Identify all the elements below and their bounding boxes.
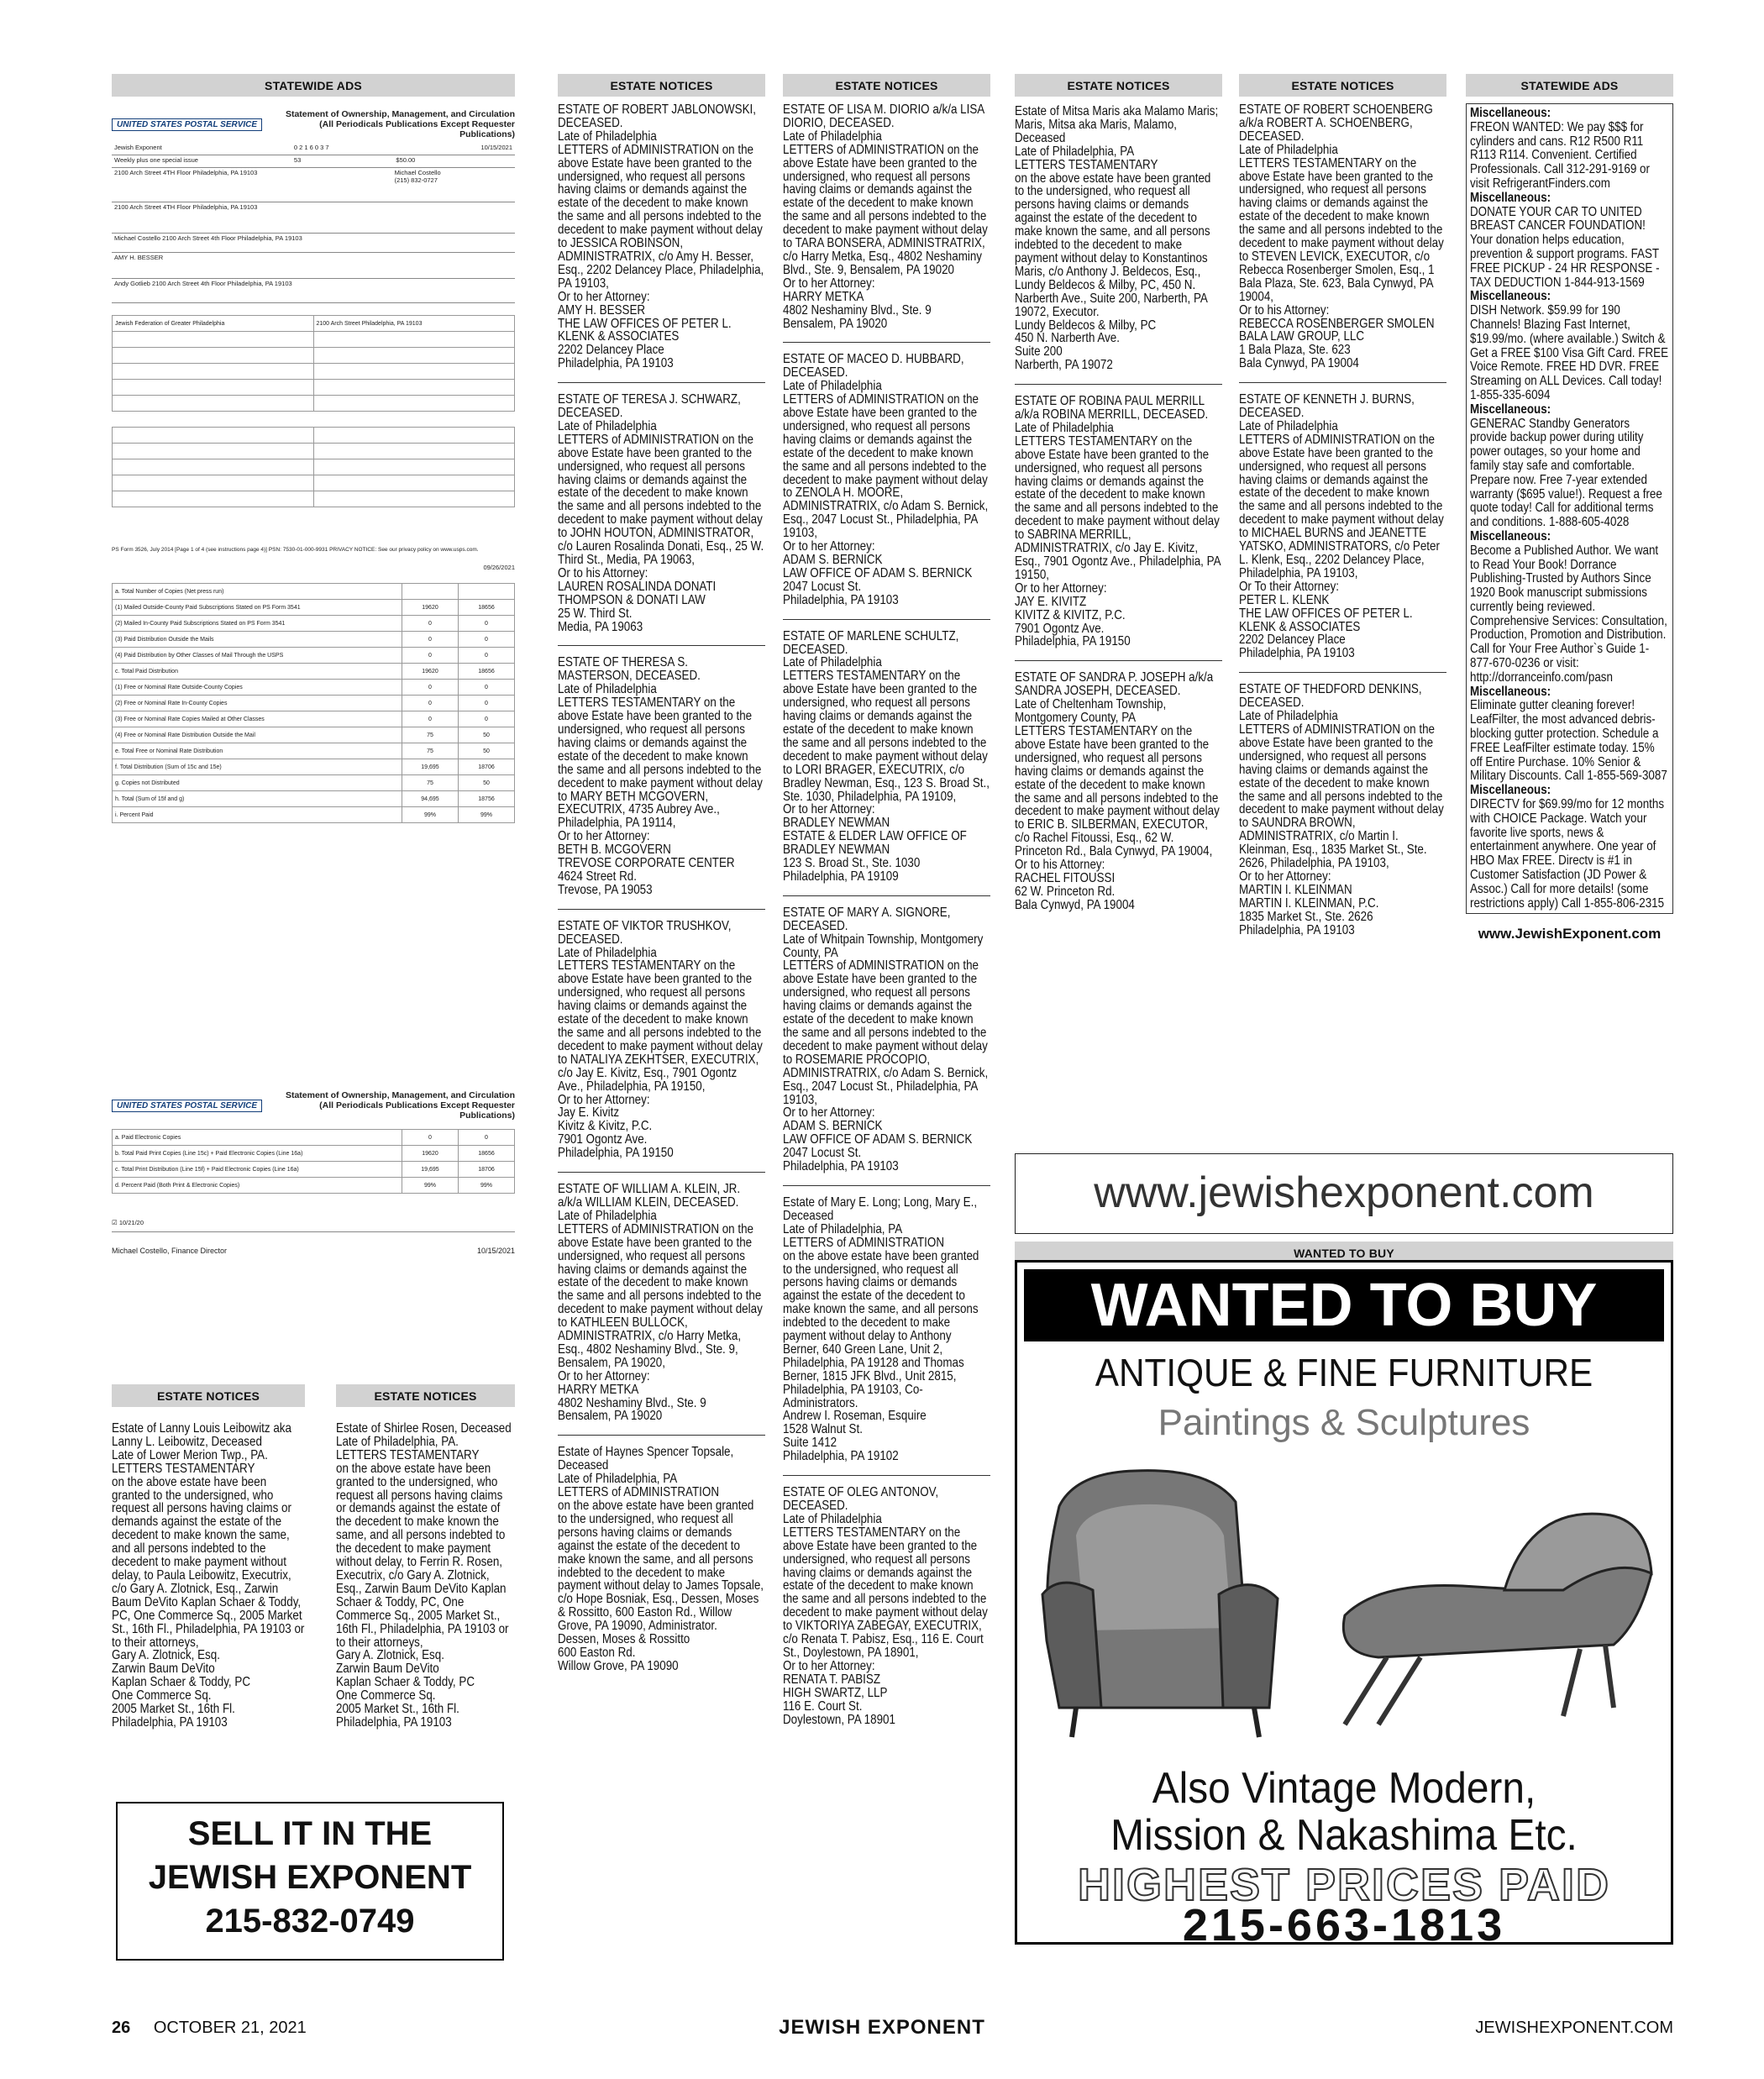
circulation-row [113,759,515,775]
row-label: (1) Free or Nominal Rate Outside-County Copies [113,680,402,696]
estate-notice: ESTATE OF ROBERT SCHOENBERG a/k/a ROBERT A. SCHOENBERG, DECEASED. Late of Philadelphia LETTERS TESTAMENTARY on the above Estate have been granted to the undersigned, who request all persons having claims or demands against the estate of the decedent to make known the same and all persons indebted to the decedent to make payment without delay to STEVEN LEVICK, EXECUTOR, c/o Rebecca Rosenberger Smolen, Esq., 1 Bala Plaza, Ste. 623, Bala Cynwyd, PA 19004, Or to his Attorney: REBECCA ROSENBERGER SMOLEN BALA LAW GROUP, LLC 1 Bala Plaza, Ste. 623 Bala Cynwyd, PA 19004 [1239,102,1444,371]
footer-site[interactable]: JEWISHEXPONENT.COM [1475,2019,1673,2037]
issue-date-footer: OCTOBER 21, 2021 [153,2019,307,2037]
sell-it-ad [116,1802,504,1961]
notice-divider [1239,672,1446,673]
usps-header [112,1090,515,1121]
price: $50.00 [396,156,416,164]
armchair-left-icon [1042,1471,1278,1737]
signature-row [112,1247,515,1255]
row-label: (4) Paid Distribution by Other Classes of Mail Through the USPS [113,648,402,664]
single-issue-copies: 0 [459,616,515,632]
row-label: d. Percent Paid (Both Print & Electronic Copies) [113,1178,402,1194]
estate-notice: ESTATE OF LISA M. DIORIO a/k/a LISA DIORIO, DECEASED. Late of Philadelphia LETTERS of ADMINISTRATION on the above Estate have been granted to the undersigned, who request all persons having claims or demands against the estate of the decedent to make known the same and all persons indebted to the decedent to make payment without delay to TARA BONSERA, ADMINISTRATRIX, c/o Harry Metka, Esq., 4802 Neshaminy Blvd., Ste. 9, Bensalem, PA 19020 Or to her Attorney: HARRY METKA 4802 Neshaminy Blvd., Ste. 9 Bensalem, PA 19020 [783,102,988,331]
circulation-row [113,648,515,664]
circulation-row [113,696,515,711]
notice-divider [1015,660,1222,661]
sign-date: 10/15/2021 [476,1247,515,1255]
statewide-misc-col [1466,74,1673,942]
notice-divider [783,895,990,896]
notice-divider [783,342,990,343]
avg-copies: 0 [402,632,459,648]
avg-copies [402,584,459,600]
avg-copies: 0 [402,1130,459,1146]
avg-copies: 19,695 [402,759,459,775]
circulation-row [113,807,515,823]
misc-heading: Miscellaneous: [1470,289,1551,304]
ad-phone: 215-663-1813 [1182,1900,1506,1950]
avg-copies: 94,695 [402,791,459,807]
misc-ad-text: GENERAC Standby Generators provide backup power during utility power outages, so your home and family stay safe and comfortable. Prepare now. Free 7-year extended warranty ($695 value!). Request a free quote today! Call for additional terms and conditions. 1-888-605-4028 [1470,416,1662,530]
sell-line2: JEWISH EXPONENT [148,1859,472,1896]
owners-table [112,315,515,412]
avg-copies: 0 [402,680,459,696]
row-label: f. Total Distribution (Sum of 15c and 15e) [113,759,402,775]
misc-heading: Miscellaneous: [1470,106,1551,120]
issues-count: 53 [293,156,302,164]
form-row [112,202,515,234]
estate-notice: Estate of Haynes Spencer Topsale, Deceased Late of Philadelphia, PA LETTERS of ADMINISTRATION on the above estate have been granted to the undersigned, who request all persons having claims or demands against the estate of the decedent to make known the same, and all persons indebted to the decedent to make payment without delay to James Topsale, c/o Hope Bosniak, Esq., Dessen, Moses & Rossitto, 600 Easton Rd., Willow Grove, PA 19090, Administrator. Dessen, Moses & Rossitto 600 Easton Rd. Willow Grove, PA 19090 [558,1445,764,1673]
single-issue-copies: 18706 [459,1162,515,1178]
single-issue-copies: 99% [459,1178,515,1194]
editor-info: AMY H. BESSER [114,254,164,261]
single-issue-copies: 50 [459,743,515,759]
section-header: STATEWIDE ADS [1466,74,1673,97]
ad-line6: HIGHEST PRICES PAID [1077,1860,1611,1910]
misc-ad-text: FREON WANTED: We pay $$$ for cylinders and cans. R12 R500 R11 R113 R114. Convenient. Certified Professionals. Call 312-291-9169 or visit RefrigerantFinders.com [1470,119,1650,191]
estate-notice: ESTATE OF THERESA S. MASTERSON, DECEASED. Late of Philadelphia LETTERS TESTAMENTARY on the above Estate have been granted to the undersigned, who request all persons having claims or demands against the estate of the decedent to make known the same and all persons indebted to the decedent to make payment without delay to MARY BETH MCGOVERN, EXECUTRIX, 4735 Aubrey Ave., Philadelphia, PA 19114, Or to her Attorney: BETH B. MCGOVERN TREVOSE CORPORATE CENTER 4624 Street Rd. Trevose, PA 19053 [558,655,763,897]
single-issue-copies: 18706 [459,759,515,775]
estate-notice: ESTATE OF OLEG ANTONOV, DECEASED. Late of Philadelphia LETTERS TESTAMENTARY on the above Estate have been granted to the undersigned, who request all persons having claims or demands against the estate of the decedent to make known the same and all persons indebted to the decedent to make payment without delay to VIKTORIYA ZABEGAY, EXECUTRIX, c/o Renata T. Pabisz, Esq., 116 E. Court St., Doylestown, PA 18901, Or to her Attorney: RENATA T. PABISZ HIGH SWARTZ, LLP 116 E. Court St. Doylestown, PA 18901 [783,1485,988,1727]
contact-block [392,168,515,202]
sell-line1: SELL IT IN THE [187,1815,433,1852]
single-issue-copies: 0 [459,1130,515,1146]
avg-copies: 99% [402,1178,459,1194]
form-row [112,253,515,279]
misc-ad-text: DIRECTV for $69.99/mo for 12 months with CHOICE Package. Watch your favorite live sports, news & entertainment anywhere. One year of HBO Max FREE. Directv is #1 in Customer Satisfaction (JD Power & Assoc.) Call for more details! (some restrictions apply) Call 1-855-806-2315 [1470,797,1665,911]
single-issue-copies [459,584,515,600]
avg-copies: 0 [402,711,459,727]
row-label: h. Total (Sum of 15f and g) [113,791,402,807]
single-issue-copies: 18656 [459,600,515,616]
single-issue-copies: 0 [459,632,515,648]
mailing-address: 2100 Arch Street 4TH Floor Philadelphia, PA 19103 [114,169,258,176]
usps-title: Statement of Ownership, Management, and Circulation (All Periodicals Publications Except Requester Publications) [285,109,515,139]
estate-notice: ESTATE OF ROBINA PAUL MERRILL a/k/a ROBINA MERRILL, DECEASED. Late of Philadelphia LETTERS TESTAMENTARY on the above Estate have been granted to the undersigned, who request all persons having claims or demands against the estate of the decedent to make known the same and all persons indebted to the decedent to make payment without delay to SABRINA MERRILL, ADMINISTRATRIX, c/o Jay E. Kivitz, Esq., 7901 Ogontz Ave., Philadelphia, PA 19150, Or to her Attorney: JAY E. KIVITZ KIVITZ & KIVITZ, P.C. 7901 Ogontz Ave. Philadelphia, PA 19150 [1015,394,1221,649]
contact-person: Michael Costello [394,169,441,176]
ad-line3: Paintings & Sculptures [1158,1402,1530,1443]
section-header: ESTATE NOTICES [558,74,765,97]
frequency: Weekly plus one special issue [114,156,198,164]
misc-heading: Miscellaneous: [1470,783,1551,798]
form-row [112,143,515,155]
row-label: g. Copies not Distributed [113,775,402,791]
usps-statement-form [112,109,515,823]
misc-heading: Miscellaneous: [1470,402,1551,417]
row-label: (3) Free or Nominal Rate Copies Mailed at Other Classes [113,711,402,727]
row-label: e. Total Free or Nominal Rate Distribution [113,743,402,759]
single-issue-copies: 18656 [459,1146,515,1162]
estate-notices-col5 [1015,74,1222,912]
estate-notice: ESTATE OF TERESA J. SCHWARZ, DECEASED. Late of Philadelphia LETTERS of ADMINISTRATION on the above Estate have been granted to the undersigned, who request all persons having claims or demands against the estate of the decedent to make known the same and all persons indebted to the decedent to make payment without delay to JOHN HOUTON, ADMINISTRATOR, c/o Lauren Rosalinda Donati, Esq., 25 W. Third St., Media, PA 19063, Or to his Attorney: LAUREN ROSALINDA DONATI THOMPSON & DONATI LAW 25 W. Third St. Media, PA 19063 [558,392,764,634]
avg-copies: 19620 [402,664,459,680]
section-header: ESTATE NOTICES [112,1384,305,1407]
signer-name: Michael Costello, Finance Director [112,1247,228,1255]
section-header: ESTATE NOTICES [336,1384,515,1407]
misc-ad-text: Eliminate gutter cleaning forever! LeafFilter, the most advanced debris-blocking gutter protection. Schedule a FREE LeafFilter estimate today. 15% off Entire Purchase. 10% Senior & Military Discounts. Call 1-855-569-3087 [1470,698,1667,784]
row-label: (2) Mailed In-County Paid Subscriptions Stated on PS Form 3541 [113,616,402,632]
single-issue-copies: 18756 [459,791,515,807]
circulation-table [112,583,515,823]
misc-ad-text: DISH Network. $59.99 for 190 Channels! Blazing Fast Internet, $19.99/mo. (where available.) Switch & Get a FREE $100 Visa Gift Card. FREE Voice Remote. FREE HD DVR. FREE Streaming on ALL Devices. Call today! 1-855-335-6094 [1470,303,1669,402]
estate-notice: ESTATE OF WILLIAM A. KLEIN, JR. a/k/a WILLIAM KLEIN, DECEASED. Late of Philadelphia LETTERS of ADMINISTRATION on the above Estate have been granted to the undersigned, who request all persons having claims or demands against the estate of the decedent to make known the same and all persons indebted to the decedent to make payment without delay to KATHLEEN BULLOCK, ADMINISTRATRIX, c/o Harry Metka, Esq., 4802 Neshaminy Blvd., Ste. 9, Bensalem, PA 19020, Or to her Attorney: HARRY METKA 4802 Neshaminy Blvd., Ste. 9 Bensalem, PA 19020 [558,1182,763,1424]
estate-notice: ESTATE OF SANDRA P. JOSEPH a/k/a SANDRA JOSEPH, DECEASED. Late of Cheltenham Township, Montgomery County, PA LETTERS TESTAMENTARY on the above Estate have been granted to the undersigned, who request all persons having claims or demands against the estate of the decedent to make known the same and all persons indebted to the decedent to make payment without delay to ERIC B. SILBERMAN, EXECUTOR, c/o Rachel Fitoussi, Esq., 62 W. Princeton Rd., Bala Cynwyd, PA 19004, Or to his Attorney: RACHEL FITOUSSI 62 W. Princeton Rd. Bala Cynwyd, PA 19004 [1015,670,1220,912]
issue-date: 09/26/2021 [483,564,515,571]
row-label: c. Total Paid Distribution [113,664,402,680]
usps-logo: UNITED STATES POSTAL SERVICE [112,1100,262,1112]
notice-divider [783,619,990,620]
ad-line2: ANTIQUE & FINE FURNITURE [1095,1351,1593,1394]
row-label: (4) Free or Nominal Rate Distribution Outside the Mail [113,727,402,743]
notice-divider [558,909,765,910]
single-issue-copies: 0 [459,711,515,727]
circulation-row [113,1178,515,1194]
notice-divider [1015,384,1222,385]
section-header: ESTATE NOTICES [783,74,990,97]
avg-copies: 19,695 [402,1162,459,1178]
row-label: b. Total Paid Print Copies (Line 15c) + Paid Electronic Copies (Line 16a) [113,1146,402,1162]
website-banner[interactable]: www.jewishexponent.com [1015,1153,1673,1234]
row-label: (1) Mailed Outside-County Paid Subscriptions Stated on PS Form 3541 [113,600,402,616]
misc-heading: Miscellaneous: [1470,528,1551,543]
electronic-copies-table [112,1129,515,1194]
single-issue-copies: 50 [459,727,515,743]
website-link-small[interactable]: www.JewishExponent.com [1478,926,1662,942]
circulation-row [113,1146,515,1162]
pub-title: Jewish Exponent [114,144,162,151]
circulation-row [113,1130,515,1146]
circulation-row [113,584,515,600]
bondholders-table [112,427,515,507]
single-issue-copies: 50 [459,775,515,791]
estate-notice: ESTATE OF MACEO D. HUBBARD, DECEASED. Late of Philadelphia LETTERS of ADMINISTRATION on the above Estate have been granted to the undersigned, who request all persons having claims or demands against the estate of the decedent to make known the same and all persons indebted to the decedent to make payment without delay to ZENOLA H. MOORE, ADMINISTRATRIX, c/o Adam S. Bernick, Esq., 2047 Locust St., Philadelphia, PA 19103, Or to her Attorney: ADAM S. BERNICK LAW OFFICE OF ADAM S. BERNICK 2047 Locust St. Philadelphia, PA 19103 [783,352,989,607]
circulation-row [113,616,515,632]
wanted-to-buy-ad [1015,1260,1673,1950]
notice-divider [783,1475,990,1476]
estate-notice: ESTATE OF KENNETH J. BURNS, DECEASED. Late of Philadelphia LETTERS of ADMINISTRATION on the above Estate have been granted to the undersigned, who request all persons having claims or demands against the estate of the decedent to make known the same and all persons indebted to the decedent to make payment without delay to MICHAEL BURNS and JEANETTE YATSKO, ADMINISTRATORS, c/o Peter L. Klenk, Esq., 2202 Delancey Place, Philadelphia, PA 19103, Or To their Attorney: PETER L. KLENK THE LAW OFFICES OF PETER L. KLENK & ASSOCIATES 2202 Delancey Place Philadelphia, PA 19103 [1239,392,1444,661]
misc-ad-text: Become a Published Author. We want to Read Your Book! Dorrance Publishing-Trusted by Authors Since 1920 Book manuscript submissions currently being reviewed. Comprehensive Services: Consultation, Production, Promotion and Distribution. Call for Your Free Author`s Guide 1-877-670-0236 or visit: http://dorranceinfo.com/pasn [1470,543,1667,685]
form-row [112,234,515,253]
section-header: WANTED TO BUY [1015,1242,1673,1264]
estate-notice: Estate of Lanny Louis Leibowitz aka Lanny L. Leibowitz, Deceased Late of Lower Merion Twp., PA. LETTERS TESTAMENTARY on the above estate have been granted to the undersigned, who request all persons having claims or demands against the estate of the decedent to make known the same, and all persons indebted to the decedent to make payment without delay, to Paula Leibowitz, Executrix, c/o Gary A. Zlotnick, Esq., Zarwin Baum DeVito Kaplan Schaer & Toddy, PC, One Commerce Sq., 2005 Market St., 16th Fl., Philadelphia, PA 19103 or to their attorneys, Gary A. Zlotnick, Esq. Zarwin Baum DeVito Kaplan Schaer & Toddy, PC One Commerce Sq. 2005 Market St., 16th Fl. Philadelphia, PA 19103 [112,1421,305,1730]
owner-name: Jewish Federation of Greater Philadelphia [113,316,314,332]
usps-title: Statement of Ownership, Management, and Circulation (All Periodicals Publications Except Requester Publications) [285,1090,515,1121]
circulation-row [113,600,515,616]
section-header: ESTATE NOTICES [1015,74,1222,97]
notice-divider [783,1185,990,1186]
section-header: STATEWIDE ADS [112,74,515,97]
misc-box [1466,103,1673,914]
form-row [112,168,515,202]
estate-notice: ESTATE OF MARY A. SIGNORE, DECEASED. Late of Whitpain Township, Montgomery County, PA LETTERS of ADMINISTRATION on the above Estate have been granted to the undersigned, who request all persons having claims or demands against the estate of the decedent to make known the same and all persons indebted to the decedent to make payment without delay to ROSEMARIE PROCOPIO, ADMINISTRATRIX, c/o Adam S. Bernick, Esq., 2047 Locust St., Philadelphia, PA 19103, Or to her Attorney: ADAM S. BERNICK LAW OFFICE OF ADAM S. BERNICK 2047 Locust St. Philadelphia, PA 19103 [783,905,989,1174]
avg-copies: 0 [402,616,459,632]
misc-heading: Miscellaneous: [1470,684,1551,699]
usps-statement-form-page2 [112,1090,515,1255]
ps-form-note: PS Form 3526, July 2014 [Page 1 of 4 (see instructions page 4)] PSN: 7530-01-000-9931 PRIVACY NOTICE: See our privacy policy on www.usps.com. [112,547,479,553]
notice-divider [1239,382,1446,383]
usps-logo: UNITED STATES POSTAL SERVICE [112,118,262,131]
single-issue-copies: 18656 [459,664,515,680]
chairs-illustration [1026,1456,1664,1758]
estate-notices-col1 [112,1384,305,1730]
estate-notices-col2 [336,1384,515,1730]
paper-name: JEWISH EXPONENT [779,2016,985,2039]
sell-phone: 215-832-0749 [205,1903,415,1940]
estate-notice: ESTATE OF ROBERT JABLONOWSKI, DECEASED. Late of Philadelphia LETTERS of ADMINISTRATION on the above Estate have been granted to the undersigned, who request all persons having claims or demands against the estate of the decedent to make known the same and all persons indebted to the decedent to make payment without delay to JESSICA ROBINSON, ADMINISTRATRIX, c/o Amy H. Besser, Esq., 2202 Delancey Place, Philadelphia, PA 19103, Or to her Attorney: AMY H. BESSER THE LAW OFFICES OF PETER L. KLENK & ASSOCIATES 2202 Delancey Place Philadelphia, PA 19103 [558,102,764,371]
notice-divider [558,645,765,646]
section-header: ESTATE NOTICES [1239,74,1446,97]
notice-divider [558,1172,765,1173]
form-row [112,155,515,168]
circulation-row [113,664,515,680]
estate-notice: Estate of Shirlee Rosen, Deceased Late of Philadelphia, PA. LETTERS TESTAMENTARY on the above estate have been granted to the undersigned, who request all persons having claims or demands against the estate of the decedent to make known the same, and all persons indebted to the decedent to make payment without delay, to Ferrin R. Rosen, Executrix, c/o Gary A. Zlotnick, Esq., Zarwin Baum DeVito Kaplan Schaer & Toddy, PC, One Commerce Sq., 2005 Market St., 16th Fl., Philadelphia, PA 19103 or to their attorneys, Gary A. Zlotnick, Esq. Zarwin Baum DeVito Kaplan Schaer & Toddy, PC One Commerce Sq. 2005 Market St., 16th Fl. Philadelphia, PA 19103 [336,1421,512,1730]
row-label: c. Total Print Distribution (Line 15f) + Paid Electronic Copies (Line 16a) [113,1162,402,1178]
circulation-row [113,1162,515,1178]
estate-notice: ESTATE OF MARLENE SCHULTZ, DECEASED. Late of Philadelphia LETTERS TESTAMENTARY on the above Estate have been granted to the undersigned, who request all persons having claims or demands against the estate of the decedent to make known the same and all persons indebted to the decedent to make payment without delay to LORI BRAGER, EXECUTRIX, c/o Bradley Newman, Esq., 123 S. Broad St., Ste. 1030, Philadelphia, PA 19109, Or to her Attorney: BRADLEY NEWMAN ESTATE & ELDER LAW OFFICE OF BRADLEY NEWMAN 123 S. Broad St., Ste. 1030 Philadelphia, PA 19109 [783,628,990,884]
single-issue-copies: 0 [459,680,515,696]
estate-notice: Estate of Mitsa Maris aka Malamo Maris; Maris, Mitsa aka Maris, Malamo, Deceased Late of Philadelphia, PA LETTERS TESTAMENTARY on the above estate have been granted to the undersigned, who request all persons having claims or demands against the estate of the decedent to make known the same, and all persons indebted to the decedent to make payment without delay to Konstantinos Maris, c/o Anthony J. Beldecos, Esq., Lundy Beldecos & Milby, PC, 450 N. Narberth Ave., Suite 200, Narberth, PA 19072, Executor. Lundy Beldecos & Milby, PC 450 N. Narberth Ave. Suite 200 Narberth, PA 19072 [1015,104,1219,373]
circulation-row [113,775,515,791]
circulation-row [113,727,515,743]
ad-line5: Mission & Nakashima Etc. [1110,1811,1578,1860]
contact-phone: (215) 832-0727 [394,176,438,184]
filing-date: 10/15/2021 [480,144,512,151]
notice-divider [558,1435,765,1436]
row-label: (2) Free or Nominal Rate In-County Copies [113,696,402,711]
form-row [112,279,515,303]
row-label: i. Percent Paid [113,807,402,823]
avg-copies: 75 [402,775,459,791]
avg-copies: 0 [402,648,459,664]
avg-copies: 19620 [402,1146,459,1162]
avg-copies: 75 [402,743,459,759]
modern-chair-right-icon [1343,1514,1651,1725]
misc-ad-text: DONATE YOUR CAR TO UNITED BREAST CANCER FOUNDATION! Your donation helps education, prevention & support programs. FAST FREE PICKUP - 24 HR RESPONSE - TAX DEDUCTION 1-844-913-1569 [1470,204,1660,290]
estate-notices-col3 [558,74,765,1673]
misc-heading: Miscellaneous: [1470,190,1551,205]
estate-notices-col4 [783,74,990,1726]
hq-address: 2100 Arch Street 4TH Floor Philadelphia, PA 19103 [114,203,258,211]
circulation-row [113,743,515,759]
row-label: a. Total Number of Copies (Net press run) [113,584,402,600]
estate-notice: ESTATE OF VIKTOR TRUSHKOV, DECEASED. Late of Philadelphia LETTERS TESTAMENTARY on the above Estate have been granted to the undersigned, who request all persons having claims or demands against the estate of the decedent to make known the same and all persons indebted to the decedent to make payment without delay to NATALIYA ZEKHTSER, EXECUTRIX, c/o Jay E. Kivitz, Esq., 7901 Ogontz Ave., Philadelphia, PA 19150, Or to her Attorney: Jay E. Kivitz Kivitz & Kivitz, P.C. 7901 Ogontz Ave. Philadelphia, PA 19150 [558,918,763,1161]
estate-notices-col6 [1239,74,1446,937]
usps-header [112,109,515,139]
estate-notice: Estate of Mary E. Long; Long, Mary E., Deceased Late of Philadelphia, PA LETTERS of ADMINISTRATION on the above estate have been granted to the undersigned, who request all persons having claims or demands against the estate of the decedent to make known the same, and all persons indebted to the decedent to make payment without delay to Anthony Berner, 640 Green Lane, Unit 2, Philadelphia, PA 19128 and Thomas Berner, 1815 JFK Blvd., Unit 2815, Philadelphia, PA 19103, Co-Administrators. Andrew I. Roseman, Esquire 1528 Walnut St. Suite 1412 Philadelphia, PA 19102 [783,1194,979,1464]
row-label: (3) Paid Distribution Outside the Mails [113,632,402,648]
single-issue-copies: 0 [459,648,515,664]
publisher-info: Michael Costello 2100 Arch Street 4th Floor Philadelphia, PA 19103 [114,234,302,242]
row-label: a. Paid Electronic Copies [113,1130,402,1146]
avg-copies: 0 [402,696,459,711]
single-issue-copies: 99% [459,807,515,823]
circulation-row [113,791,515,807]
page-number: 26 [112,2019,131,2037]
single-issue-copies: 0 [459,696,515,711]
avg-copies: 19620 [402,600,459,616]
notice-divider [558,382,765,383]
circulation-row [113,680,515,696]
owner-address: 2100 Arch Street Philadelphia, PA 19103 [313,316,515,332]
circulation-row [113,632,515,648]
statewide-ads-section [112,74,515,103]
estate-notice: ESTATE OF THEDFORD DENKINS, DECEASED. Late of Philadelphia LETTERS of ADMINISTRATION on the above Estate have been granted to the undersigned, who request all persons having claims or demands against the estate of the decedent to make known the same and all persons indebted to the decedent to make payment without delay to SAUNDRA BROWN, ADMINISTRATRIX, c/o Martin I. Kleinman, Esq., 1835 Market St., Ste. 2626, Philadelphia, PA 19103, Or to her Attorney: MARTIN I. KLEINMAN MARTIN I. KLEINMAN, P.C. 1835 Market St., Ste. 2626 Philadelphia, PA 19103 [1239,682,1444,937]
issue-publication-date: 10/21/20 [118,1219,144,1226]
ad-banner: WANTED TO BUY [1024,1269,1664,1341]
circulation-row [113,711,515,727]
avg-copies: 99% [402,807,459,823]
ad-line4: Also Vintage Modern, [1152,1764,1536,1813]
pub-number: 0 2 1 6 0 3 7 [293,144,329,151]
publication-statement: ☑ 10/21/20 [112,1219,515,1232]
managing-editor-info: Andy Gotlieb 2100 Arch Street 4th Floor Philadelphia, PA 19103 [114,280,292,287]
avg-copies: 75 [402,727,459,743]
